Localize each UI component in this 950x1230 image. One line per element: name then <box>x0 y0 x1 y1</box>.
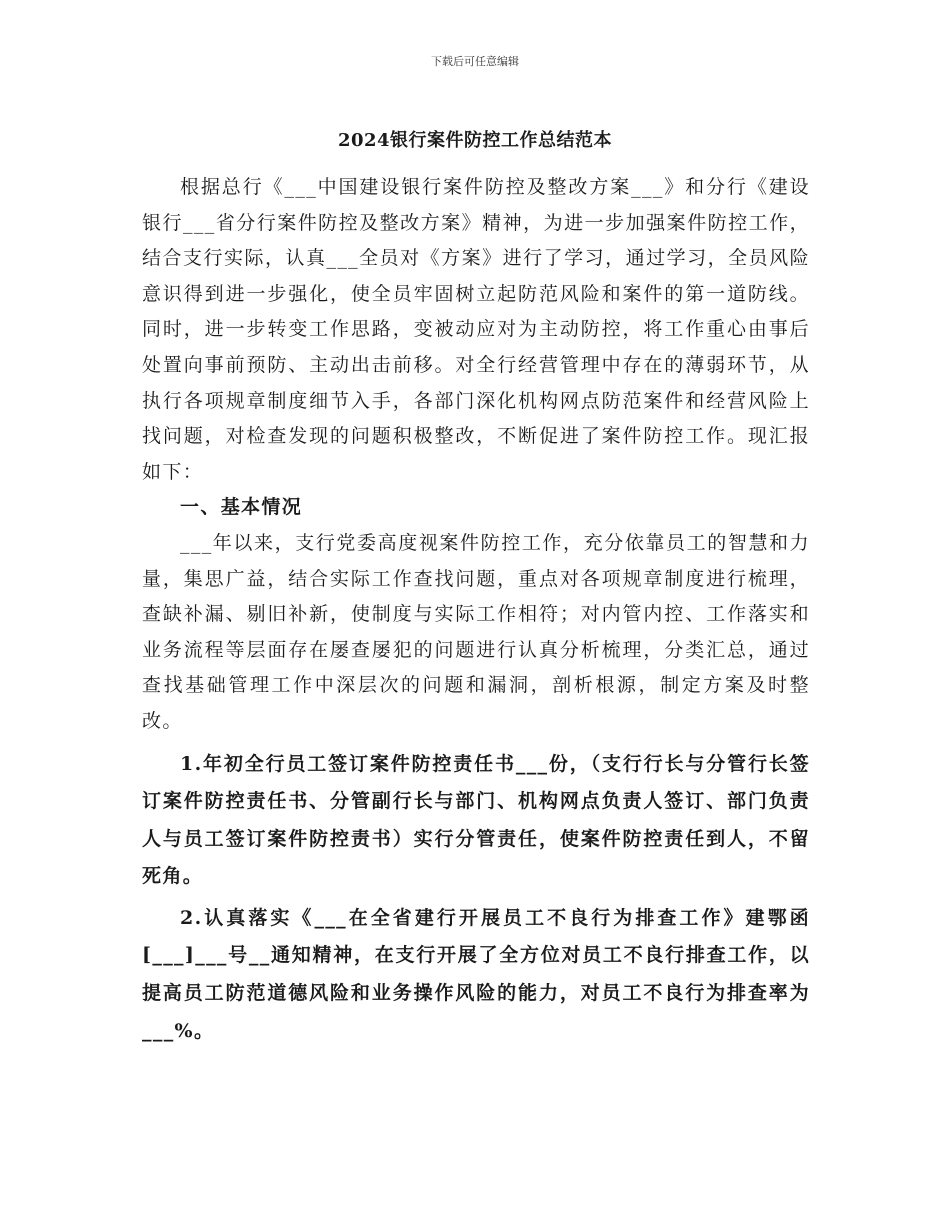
section-heading-basic: 一、基本情况 <box>180 496 303 519</box>
intro-paragraph: 根据总行《___中国建设银行案件防控及整改方案___》和分行《建设银行___省分行案件防控及整改方案》精神，为进一步加强案件防控工作，结合支行实际，认真___全员对《方案》进行了学习，通过学习，全员风险意识得到进一步强化，使全员牢固树立起防范风险和案件的第一道防线。同时，进一步转变工作思路，变被动应对为主动防控，将工作重心由事后处置向事前预防、主动出击前移。对全行经营管理中存在的薄弱环节，从执行各项规章制度细节入手，各部门深化机构网点防范案件和经营风险上找问题，对检查发现的问题积极整改，不断促进了案件防控工作。现汇报如下： <box>142 176 810 483</box>
basic-situation-paragraph: ___年以来，支行党委高度视案件防控工作，充分依靠员工的智慧和力量，集思广益，结合实际工作查找问题，重点对各项规章制度进行梳理，查缺补漏、剔旧补新，使制度与实际工作相符；对内管内控、工作落实和业务流程等层面存在屡查屡犯的问题进行认真分析梳理，分类汇总，通过查找基础管理工作中深层次的问题和漏洞，剖析根源，制定方案及时整改。 <box>142 531 810 732</box>
list-item-1: 1.年初全行员工签订案件防控责任书___份，（支行行长与分管行长签订案件防控责任书、分管副行长与部门、机构网点负责人签订、部门负责人与员工签订案件防控责书）实行分管责任，使案件防控责任到人，不留死角。 <box>142 752 810 888</box>
document-body <box>142 170 810 1050</box>
list-item-2: 2.认真落实《___在全省建行开展员工不良行为排查工作》建鄂函[___]___号__通知精神，在支行开展了全方位对员工不良行排查工作，以提高员工防范道德风险和业务操作风险的能力，对员工不良行为排查率为___%。 <box>142 906 810 1042</box>
page-header: 下载后可任意编辑 <box>431 55 519 68</box>
document-title: 2024银行案件防控工作总结范本 <box>337 130 613 151</box>
